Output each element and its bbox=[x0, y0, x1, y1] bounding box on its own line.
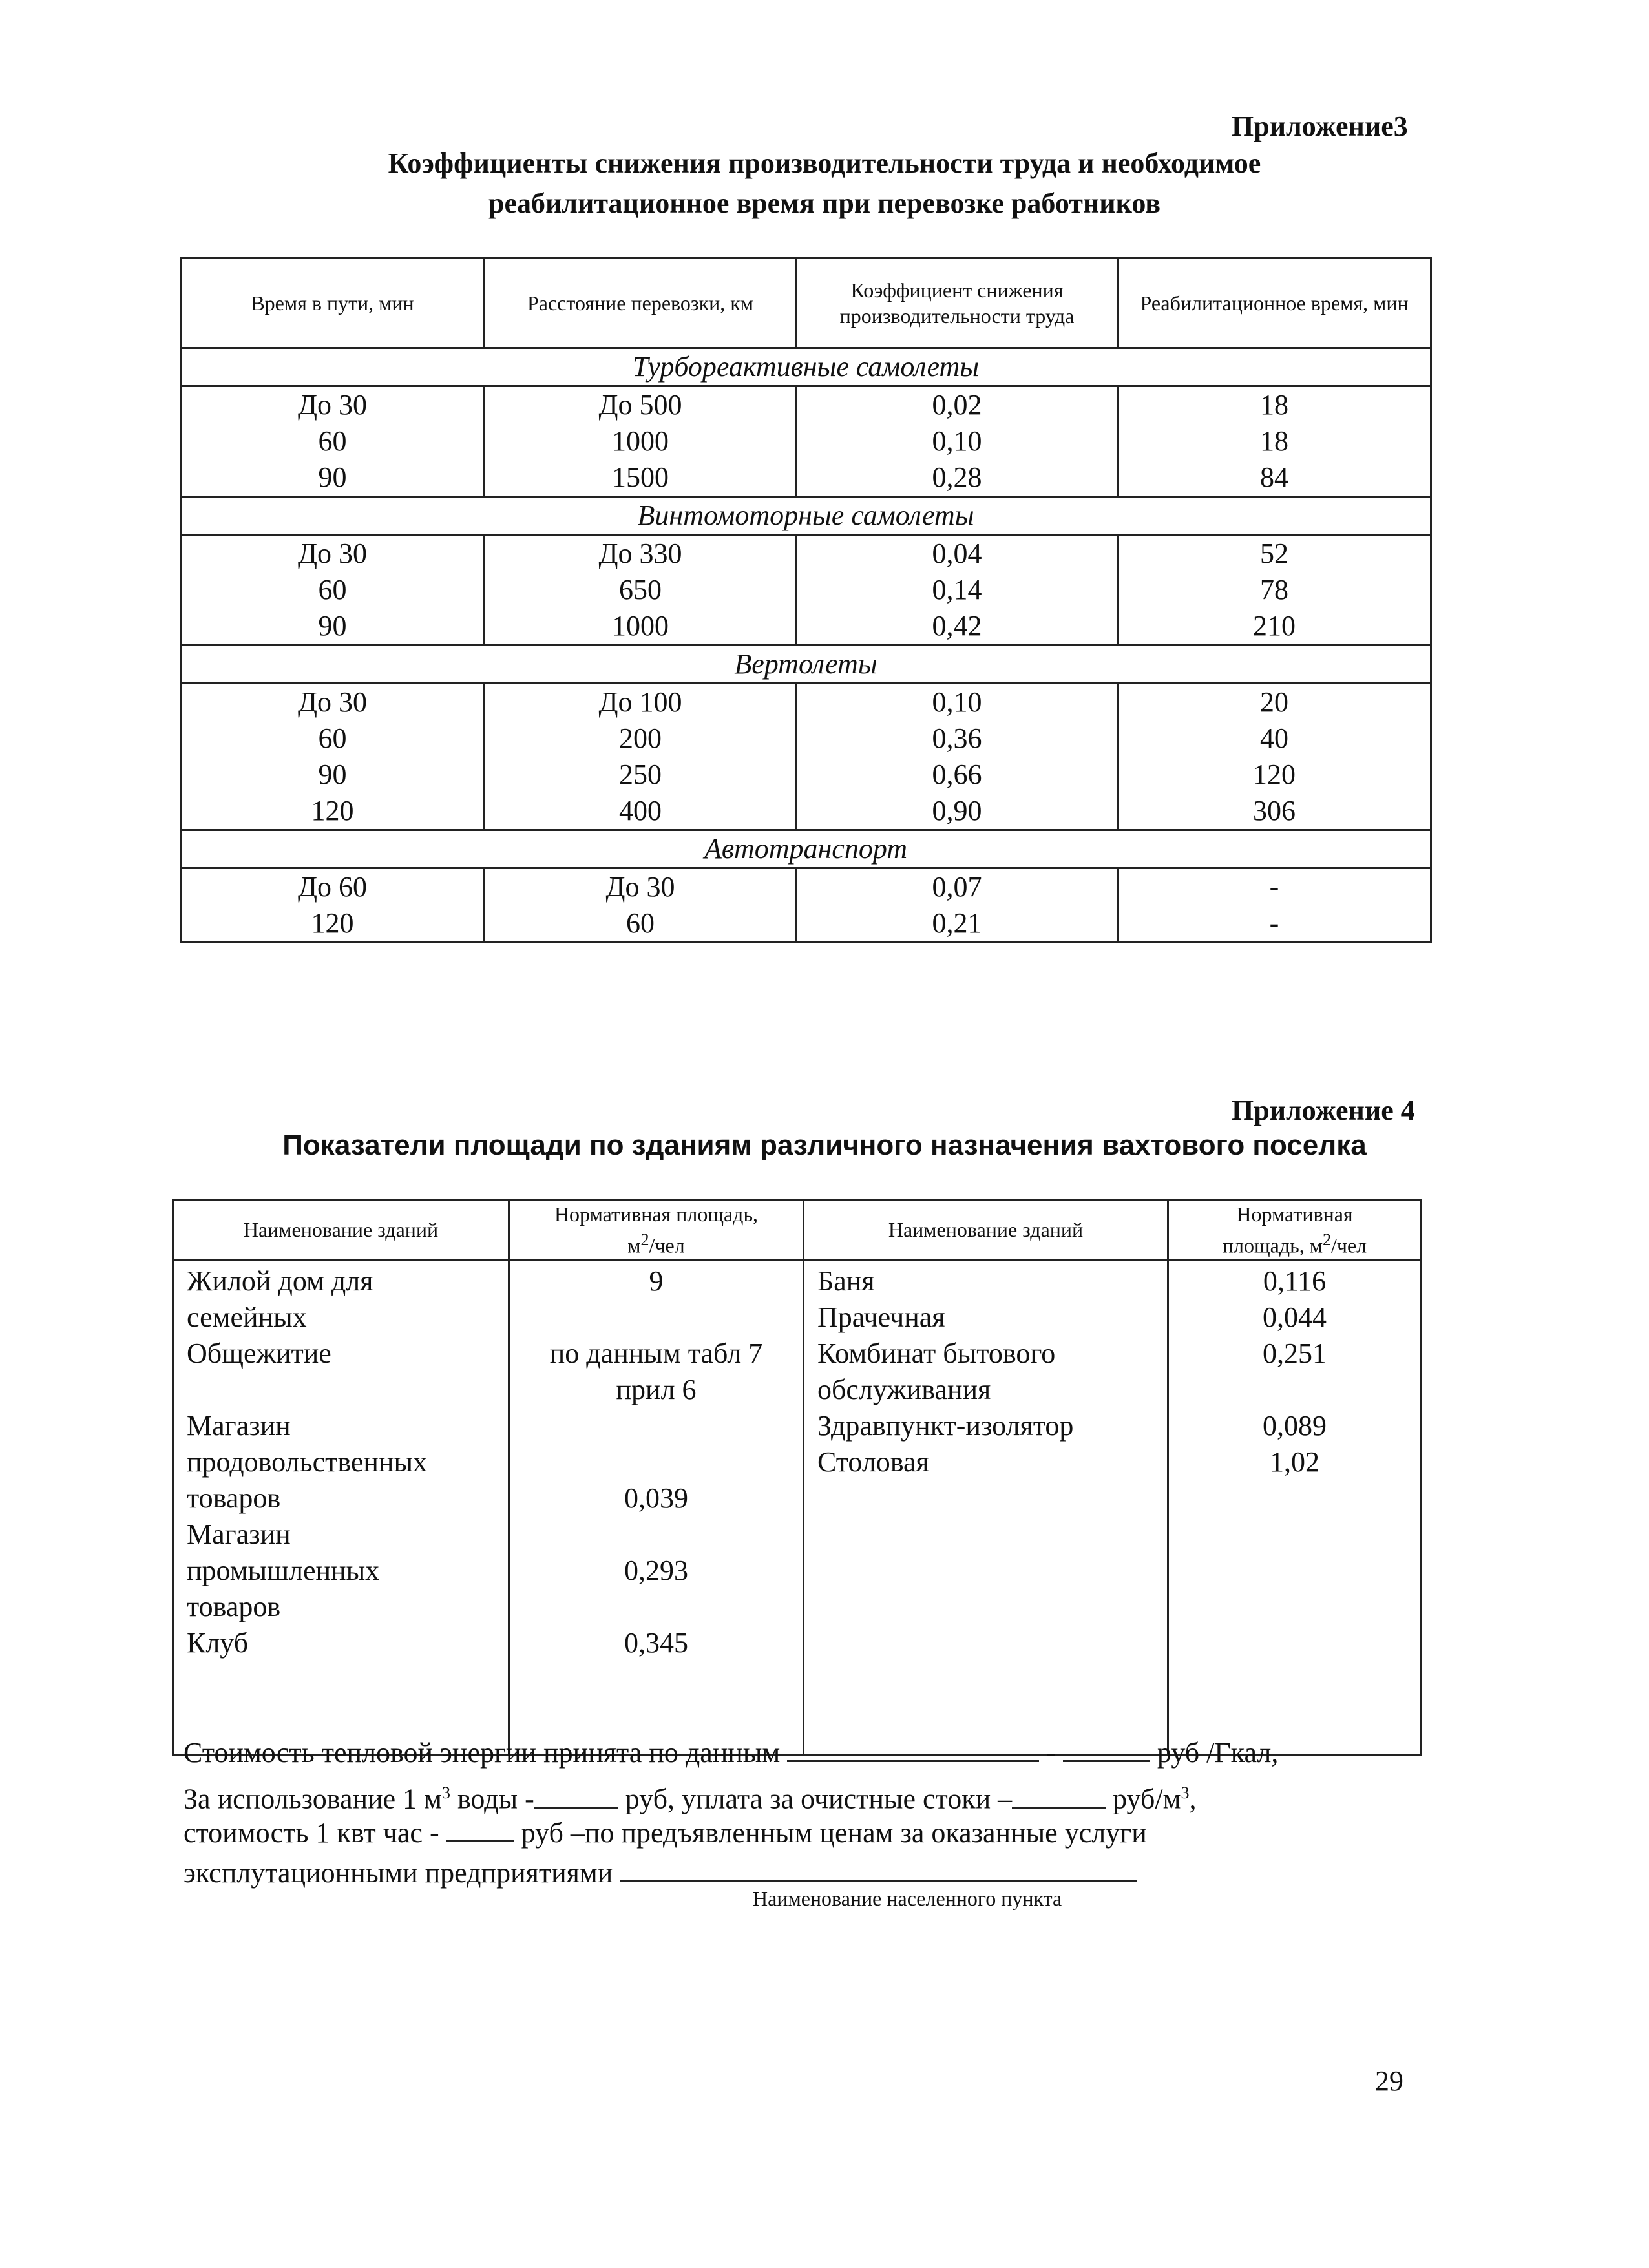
cell-distance: 1000 bbox=[612, 610, 669, 642]
header-travel-time: Время в пути, мин bbox=[181, 258, 485, 348]
area-value: 0,251 bbox=[1263, 1337, 1327, 1369]
area-value bbox=[510, 1517, 803, 1553]
header-area-right-line1: Нормативная bbox=[1236, 1202, 1353, 1226]
cell-travel-time: 90 bbox=[318, 461, 347, 493]
header-area-left-per: /чел bbox=[649, 1234, 685, 1257]
cell-distance: До 100 bbox=[598, 686, 682, 718]
cell-coefficient: 0,42 bbox=[932, 610, 982, 642]
cell-travel-time: 120 bbox=[311, 907, 354, 939]
cell-travel-time: 60 bbox=[318, 574, 347, 605]
column-rehab-time bbox=[1118, 386, 1431, 497]
column-distance bbox=[485, 684, 797, 830]
cell-coefficient: 0,07 bbox=[932, 871, 982, 903]
heat-price-blank bbox=[1063, 1734, 1150, 1762]
column-travel-time bbox=[181, 386, 485, 497]
cell-distance: 1500 bbox=[612, 461, 669, 493]
footer-line1 bbox=[184, 1733, 1278, 1773]
cell-rehab-time: 20 bbox=[1260, 686, 1288, 718]
heat-source-blank bbox=[787, 1734, 1039, 1762]
column-travel-time bbox=[181, 684, 485, 830]
header-distance: Расстояние перевозки, км bbox=[485, 258, 797, 348]
table-header-row bbox=[181, 258, 1431, 348]
column-travel-time bbox=[181, 535, 485, 646]
productivity-table bbox=[180, 257, 1432, 943]
section-title: Винтомоторные самолеты bbox=[181, 497, 1431, 535]
cell-travel-time: До 30 bbox=[297, 389, 367, 421]
building-name: Жилой дом для bbox=[187, 1265, 373, 1297]
column-rehab-time bbox=[1118, 684, 1431, 830]
appendix3-label: Приложение3 bbox=[1232, 110, 1408, 142]
section-row bbox=[181, 646, 1431, 684]
building-name: Комбинат бытового bbox=[817, 1337, 1056, 1369]
cell-rehab-time: 18 bbox=[1260, 425, 1288, 457]
footer-line3-text: стоимость 1 квт час - bbox=[184, 1817, 439, 1849]
building-name: товаров bbox=[187, 1482, 281, 1514]
cell-rehab-time: - bbox=[1269, 907, 1279, 939]
area-value bbox=[510, 1299, 803, 1336]
header-area-right-per: /чел bbox=[1330, 1234, 1367, 1257]
area-value: 0,293 bbox=[624, 1554, 688, 1586]
area-value: прил 6 bbox=[616, 1373, 697, 1405]
cell-travel-time: 90 bbox=[318, 759, 347, 790]
area-value: 0,044 bbox=[1263, 1301, 1327, 1333]
cell-coefficient: 0,28 bbox=[932, 461, 982, 493]
cell-distance: 60 bbox=[626, 907, 655, 939]
area-value: 0,039 bbox=[624, 1482, 688, 1514]
building-name: Магазин bbox=[187, 1409, 291, 1442]
area-value bbox=[510, 1444, 803, 1480]
building-name: Общежитие bbox=[187, 1337, 331, 1369]
cell-rehab-time: 210 bbox=[1253, 610, 1296, 642]
cell-travel-time: До 30 bbox=[297, 538, 367, 569]
building-name: семейных bbox=[187, 1301, 307, 1333]
cell-distance: 650 bbox=[619, 574, 662, 605]
building-name: Баня bbox=[817, 1265, 875, 1297]
cell-distance: 400 bbox=[619, 795, 662, 826]
header-area-right-unit: площадь, м bbox=[1222, 1234, 1323, 1257]
right-area-values bbox=[1168, 1259, 1422, 1755]
column-rehab-time bbox=[1118, 535, 1431, 646]
left-building-names bbox=[173, 1259, 509, 1755]
area-value: 0,116 bbox=[1263, 1265, 1327, 1297]
cell-coefficient: 0,04 bbox=[932, 538, 982, 569]
header-area-right-sup: 2 bbox=[1322, 1230, 1331, 1249]
cell-distance: До 500 bbox=[598, 389, 682, 421]
footer-line3 bbox=[184, 1813, 1147, 1853]
footer-line1-unit: руб /Гкал, bbox=[1157, 1737, 1279, 1769]
area-value: 0,345 bbox=[624, 1626, 688, 1659]
column-distance bbox=[485, 868, 797, 943]
area-table bbox=[172, 1199, 1422, 1756]
footer-line1-text: Стоимость тепловой энергии принята по данным bbox=[184, 1737, 781, 1769]
cell-rehab-time: 78 bbox=[1260, 574, 1288, 605]
section-row bbox=[181, 497, 1431, 535]
footer-line4-text: эксплутационными предприятиями bbox=[184, 1857, 613, 1889]
area-value: 0,089 bbox=[1263, 1409, 1327, 1442]
cell-rehab-time: 40 bbox=[1260, 722, 1288, 754]
cell-coefficient: 0,02 bbox=[932, 389, 982, 421]
cell-rehab-time: 52 bbox=[1260, 538, 1288, 569]
area-value: по данным табл 7 bbox=[549, 1337, 763, 1369]
column-coefficient bbox=[797, 684, 1118, 830]
table-row bbox=[181, 868, 1431, 943]
settlement-caption: Наименование населенного пункта bbox=[753, 1887, 1062, 1910]
footer-line2-text: За использование 1 м bbox=[184, 1783, 442, 1815]
building-name: Магазин bbox=[187, 1518, 291, 1550]
cell-rehab-time: 18 bbox=[1260, 389, 1288, 421]
header-building-name-right: Наименование зданий bbox=[804, 1201, 1168, 1260]
right-building-names bbox=[804, 1259, 1168, 1755]
area-value bbox=[1169, 1372, 1420, 1408]
cell-distance: 1000 bbox=[612, 425, 669, 457]
header-area-left-line1: Нормативная площадь, bbox=[554, 1202, 759, 1226]
cell-travel-time: 60 bbox=[318, 722, 347, 754]
cell-coefficient: 0,10 bbox=[932, 686, 982, 718]
water-price-blank bbox=[534, 1781, 618, 1809]
column-rehab-time bbox=[1118, 868, 1431, 943]
table-row bbox=[181, 684, 1431, 830]
cell-distance: До 330 bbox=[598, 538, 682, 569]
appendix3-title-line1: Коэффициенты снижения производительности труда и необходимое bbox=[388, 147, 1261, 179]
footer-line2-sup: 3 bbox=[441, 1783, 450, 1802]
cell-travel-time: 90 bbox=[318, 610, 347, 642]
table-row bbox=[173, 1259, 1422, 1755]
cell-rehab-time: 306 bbox=[1253, 795, 1296, 826]
header-area-left bbox=[509, 1201, 804, 1260]
cell-travel-time: До 60 bbox=[297, 871, 367, 903]
page-number: 29 bbox=[1375, 2065, 1403, 2097]
section-title: Турбореактивные самолеты bbox=[181, 348, 1431, 386]
kwh-price-blank bbox=[446, 1814, 514, 1842]
appendix4-label: Приложение 4 bbox=[1232, 1095, 1415, 1126]
footer-line2-sewage: руб, уплата за очистные стоки – bbox=[625, 1783, 1013, 1815]
cell-distance: До 30 bbox=[605, 871, 675, 903]
area-value bbox=[510, 1408, 803, 1444]
footer-line2-sup2: 3 bbox=[1181, 1783, 1190, 1802]
column-coefficient bbox=[797, 386, 1118, 497]
cell-travel-time: 60 bbox=[318, 425, 347, 457]
header-area-right bbox=[1168, 1201, 1422, 1260]
column-coefficient bbox=[797, 535, 1118, 646]
section-title: Вертолеты bbox=[181, 646, 1431, 684]
settlement-blank bbox=[620, 1854, 1137, 1882]
header-coefficient: Коэффициент снижения производительности труда bbox=[797, 258, 1118, 348]
cell-travel-time: До 30 bbox=[297, 686, 367, 718]
cell-coefficient: 0,14 bbox=[932, 574, 982, 605]
section-title: Автотранспорт bbox=[181, 830, 1431, 868]
appendix4-title: Показатели площади по зданиям различного назначения вахтового поселка bbox=[282, 1129, 1367, 1161]
building-name: обслуживания bbox=[817, 1373, 991, 1405]
building-name: Прачечная bbox=[817, 1301, 945, 1333]
cell-distance: 200 bbox=[619, 722, 662, 754]
area-value bbox=[510, 1589, 803, 1625]
building-name: Здравпункт-изолятор bbox=[817, 1409, 1074, 1442]
footer-line2 bbox=[184, 1773, 1196, 1820]
sewage-price-blank bbox=[1012, 1781, 1106, 1809]
building-name: промышленных bbox=[187, 1554, 380, 1586]
footer-line3-tail: руб –по предъявленным ценам за оказанные услуги bbox=[521, 1817, 1147, 1849]
section-row bbox=[181, 348, 1431, 386]
footer-line2-comma: , bbox=[1189, 1783, 1197, 1815]
table-header-row bbox=[173, 1201, 1422, 1260]
cell-rehab-time: 84 bbox=[1260, 461, 1288, 493]
appendix3-title-line2: реабилитационное время при перевозке работников bbox=[488, 187, 1161, 219]
cell-coefficient: 0,10 bbox=[932, 425, 982, 457]
building-name: Столовая bbox=[817, 1445, 929, 1478]
building-name: продовольственных bbox=[187, 1445, 428, 1478]
left-area-values bbox=[509, 1259, 804, 1755]
cell-coefficient: 0,90 bbox=[932, 795, 982, 826]
cell-travel-time: 120 bbox=[311, 795, 354, 826]
cell-distance: 250 bbox=[619, 759, 662, 790]
header-building-name-left: Наименование зданий bbox=[173, 1201, 509, 1260]
column-travel-time bbox=[181, 868, 485, 943]
column-distance bbox=[485, 535, 797, 646]
footer-line2-unit: руб/м bbox=[1113, 1783, 1181, 1815]
header-area-left-unit: м bbox=[627, 1234, 641, 1257]
building-name: Клуб bbox=[187, 1626, 249, 1659]
building-name: товаров bbox=[187, 1590, 281, 1622]
column-coefficient bbox=[797, 868, 1118, 943]
cell-coefficient: 0,66 bbox=[932, 759, 982, 790]
header-rehab-time: Реабилитационное время, мин bbox=[1118, 258, 1431, 348]
cell-coefficient: 0,21 bbox=[932, 907, 982, 939]
area-value: 1,02 bbox=[1270, 1445, 1319, 1478]
cell-rehab-time: 120 bbox=[1253, 759, 1296, 790]
column-distance bbox=[485, 386, 797, 497]
cell-rehab-time: - bbox=[1269, 871, 1279, 903]
cell-coefficient: 0,36 bbox=[932, 722, 982, 754]
table-row bbox=[181, 535, 1431, 646]
area-value: 9 bbox=[649, 1265, 664, 1297]
building-name bbox=[187, 1372, 508, 1408]
header-area-left-sup: 2 bbox=[640, 1230, 649, 1249]
footer-line2-water: воды - bbox=[450, 1783, 534, 1815]
section-row bbox=[181, 830, 1431, 868]
table-row bbox=[181, 386, 1431, 497]
footer-line1-dash: - bbox=[1046, 1737, 1056, 1769]
